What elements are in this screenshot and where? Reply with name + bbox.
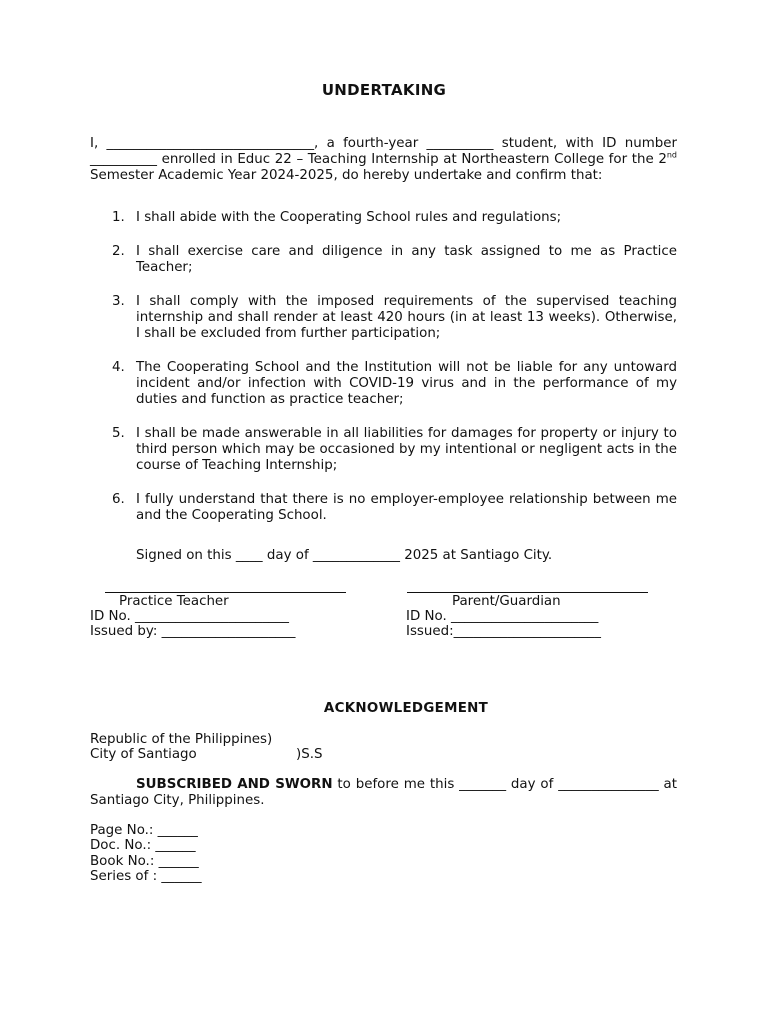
series-line: Series of : ______ xyxy=(90,869,202,884)
intro-text-part2: Semester Academic Year 2024-2025, do hereby undertake and confirm that: xyxy=(90,168,603,183)
book-no-line: Book No.: ______ xyxy=(90,854,199,869)
list-item-text: I fully understand that there is no employer-employee relationship between me and the Cooperating School. xyxy=(136,492,677,523)
republic-line: Republic of the Philippines) xyxy=(90,732,273,747)
practice-teacher-id: ID No. _______________________ xyxy=(90,609,289,624)
list-item-text: I shall exercise care and diligence in any task assigned to me as Practice Teacher; xyxy=(136,244,677,275)
list-item-number: 4. xyxy=(112,360,125,375)
doc-no-line: Doc. No.: ______ xyxy=(90,838,196,853)
practice-teacher-label: Practice Teacher xyxy=(119,594,229,609)
parent-guardian-issued: Issued:______________________ xyxy=(406,624,601,639)
list-item xyxy=(90,426,677,474)
parent-guardian-id: ID No. ______________________ xyxy=(406,609,599,624)
list-item xyxy=(90,492,677,524)
subscribed-paragraph xyxy=(90,777,677,809)
list-item-number: 3. xyxy=(112,294,125,309)
intro-text-part1: I, _______________________________, a fourth-year __________ student, with ID number __________ enrolled in Educ 22 – Teaching Internship at Northeastern College for the 2 xyxy=(90,136,677,167)
signed-on-line: Signed on this ____ day of _____________ 2025 at Santiago City. xyxy=(136,548,553,563)
signature-line-practice-teacher xyxy=(105,592,346,593)
intro-superscript: nd xyxy=(666,150,677,160)
acknowledgement-title: ACKNOWLEDGEMENT xyxy=(323,701,489,716)
list-item-text: I shall be made answerable in all liabilities for damages for property or injury to third person which may be occasioned by my intentional or negligent acts in the course of Teaching Internship; xyxy=(136,426,677,473)
list-item-number: 6. xyxy=(112,492,125,507)
list-item xyxy=(90,210,677,226)
list-item-text: I shall comply with the imposed requirements of the supervised teaching internship and shall render at least 420 hours (in at least 13 weeks). Otherwise, I shall be excluded from further participation; xyxy=(136,294,677,341)
intro-paragraph xyxy=(90,136,677,184)
ss-marker: )S.S xyxy=(296,747,323,762)
list-item-number: 1. xyxy=(112,210,125,225)
city-line: City of Santiago xyxy=(90,747,197,762)
list-item-number: 5. xyxy=(112,426,125,441)
undertaking-list xyxy=(90,210,677,542)
signature-line-parent-guardian xyxy=(407,592,648,593)
list-item xyxy=(90,360,677,408)
subscribed-text: to before me this _______ day of _______________ at Santiago City, Philippines. xyxy=(90,777,677,808)
practice-teacher-issued: Issued by: ____________________ xyxy=(90,624,296,639)
list-item-text: I shall abide with the Cooperating School rules and regulations; xyxy=(136,210,562,225)
document-title: UNDERTAKING xyxy=(321,81,447,99)
list-item-text: The Cooperating School and the Institution will not be liable for any untoward incident and/or infection with COVID-19 virus and in the performance of my duties and function as practice teacher; xyxy=(136,360,677,407)
list-item xyxy=(90,244,677,276)
page-no-line: Page No.: ______ xyxy=(90,823,198,838)
list-item-number: 2. xyxy=(112,244,125,259)
parent-guardian-label: Parent/Guardian xyxy=(452,594,561,609)
list-item xyxy=(90,294,677,342)
subscribed-heading: SUBSCRIBED AND SWORN xyxy=(136,777,333,792)
